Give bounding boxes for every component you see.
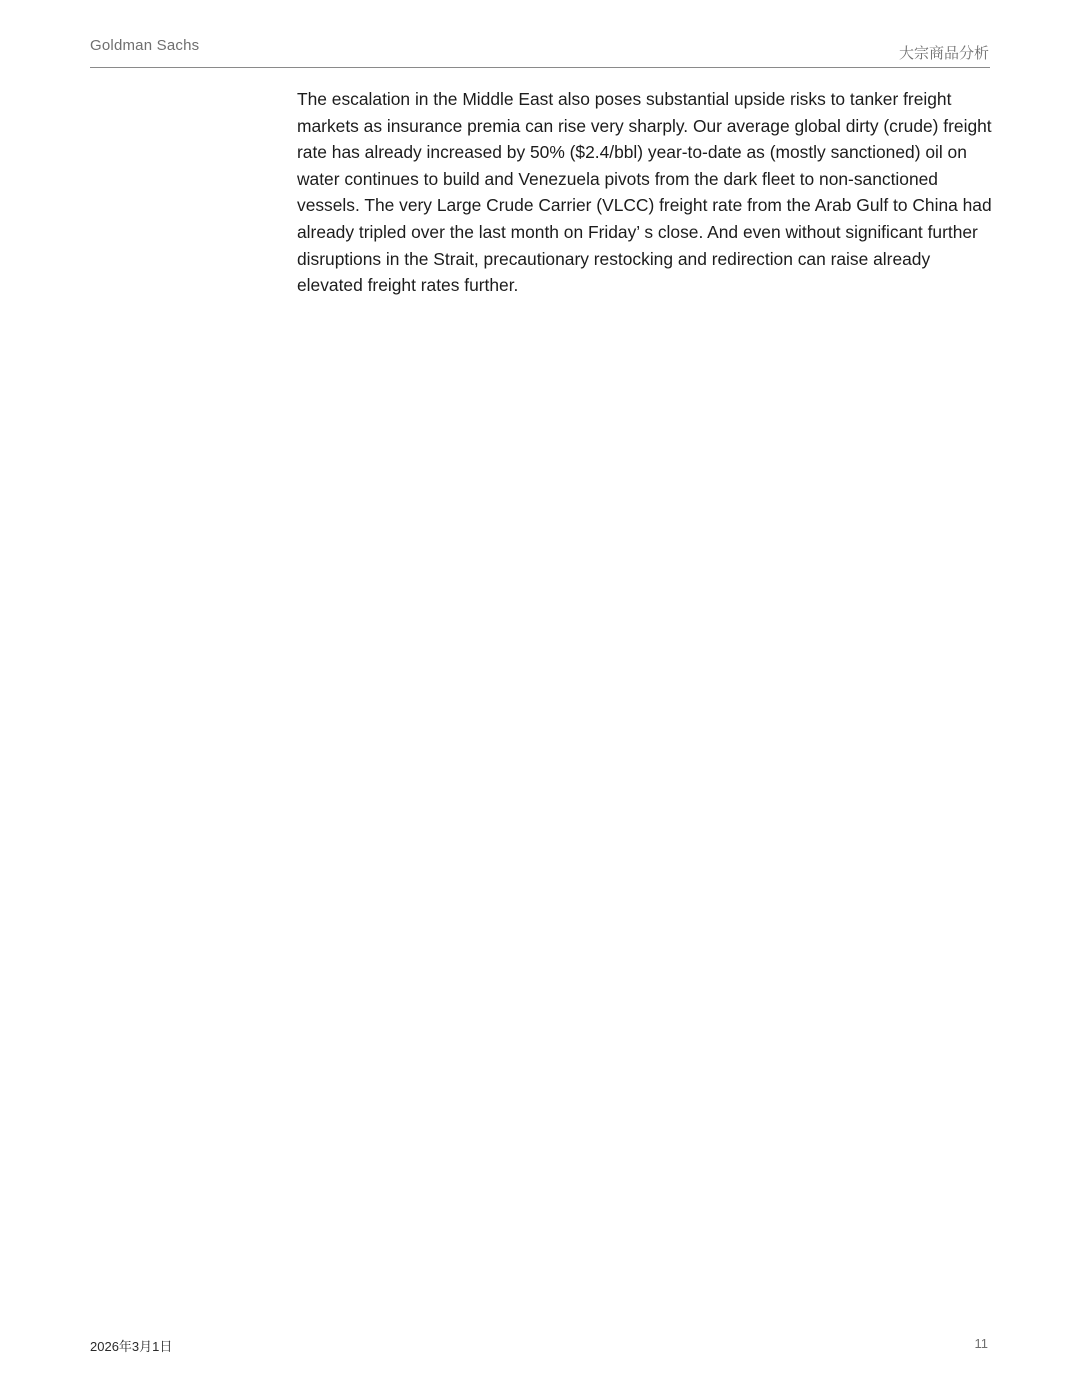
- footer-date: 2026年3月1日: [90, 1339, 173, 1354]
- header-brand: Goldman Sachs: [90, 37, 200, 54]
- header-section-title: 大宗商品分析: [898, 45, 989, 62]
- header-divider: [90, 67, 990, 68]
- body-paragraph: The escalation in the Middle East also poses substantial upside risks to tanker freight markets as insurance premia can rise very sharply. Our average global dirty (crude) freight rate has already increased by 50% ($2.4/bbl) year-to-date as (mostly sanctioned) oil on water continues to build and Venezuela pivots from the dark fleet to non-sanctioned vessels. The very Large Crude Carrier (VLCC) freight rate from the Arab Gulf to China had already tripled over the last month on Friday’ s close. And even without significant further disruptions in the Strait, precautionary restocking and redirection can raise already elevated freight rates further.: [297, 89, 992, 296]
- page-number: 11: [974, 1336, 988, 1351]
